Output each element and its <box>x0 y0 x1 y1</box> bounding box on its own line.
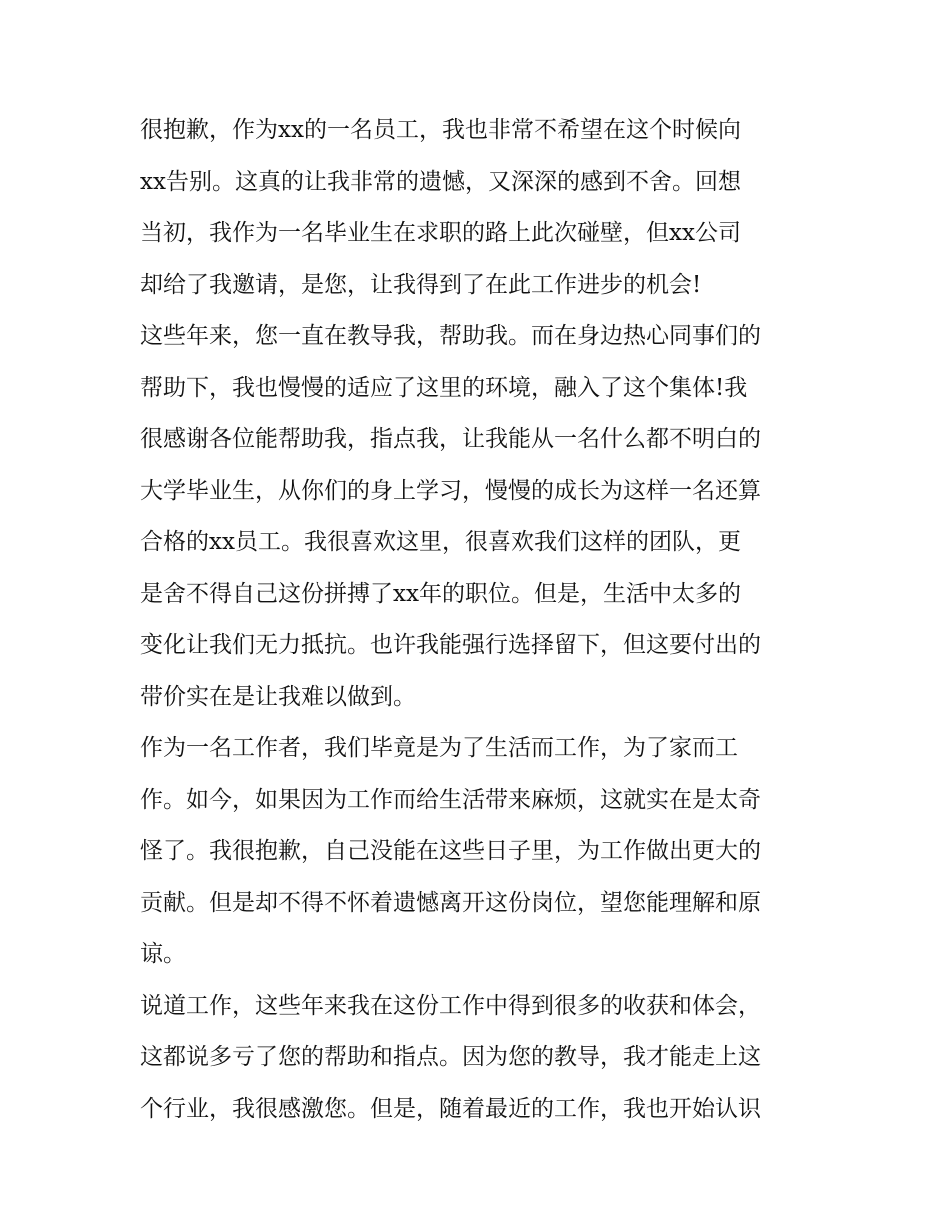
paragraph-3 <box>140 723 820 981</box>
paragraph-1 <box>140 105 820 311</box>
text-line: 作为一名工作者，我们毕竟是为了生活而工作，为了家而工 <box>140 735 738 761</box>
text-line: 合格的xx员工。我很喜欢这里，很喜欢我们这样的团队，更 <box>140 529 741 555</box>
text-line: xx告别。这真的让我非常的遗憾，又深深的感到不舍。回想 <box>140 168 741 195</box>
text-line: 很感谢各位能帮助我，指点我，让我能从一名什么都不明白的 <box>140 426 761 452</box>
text-line: 个行业，我很感激您。但是，随着最近的工作，我也开始认识 <box>140 1095 761 1122</box>
paragraph-2 <box>140 311 820 723</box>
text-line: 却给了我邀请，是您，让我得到了在此工作进步的机会! <box>140 271 702 298</box>
text-line: 说道工作，这些年来我在这份工作中得到很多的收获和体会， <box>140 992 761 1019</box>
text-line: 很抱歉，作为xx的一名员工，我也非常不希望在这个时候向 <box>140 117 741 143</box>
paragraph-4 <box>140 981 820 1136</box>
text-line: 这都说多亏了您的帮助和指点。因为您的教导，我才能走上这 <box>140 1044 761 1070</box>
text-line: 大学毕业生，从你们的身上学习，慢慢的成长为这样一名还算 <box>140 477 761 504</box>
text-line: 贡献。但是却不得不怀着遗憾离开这份岗位，望您能理解和原 <box>140 889 761 916</box>
text-line: 帮助下，我也慢慢的适应了这里的环境，融入了这个集体!我 <box>140 374 748 401</box>
text-line: 怪了。我很抱歉，自己没能在这些日子里，为工作做出更大的 <box>140 838 761 864</box>
text-line: 是舍不得自己这份拼搏了xx年的职位。但是，生活中太多的 <box>140 580 741 607</box>
text-line: 谅。 <box>140 941 186 967</box>
text-line: 当初，我作为一名毕业生在求职的路上此次碰壁，但xx公司 <box>140 220 741 246</box>
text-line: 这些年来，您一直在教导我，帮助我。而在身边热心同事们的 <box>140 323 761 349</box>
document-body <box>140 105 820 1135</box>
text-line: 作。如今，如果因为工作而给生活带来麻烦，这就实在是太奇 <box>140 786 761 813</box>
text-line: 变化让我们无力抵抗。也许我能强行选择留下，但这要付出的 <box>140 632 761 658</box>
text-line: 带价实在是让我难以做到。 <box>140 683 416 710</box>
